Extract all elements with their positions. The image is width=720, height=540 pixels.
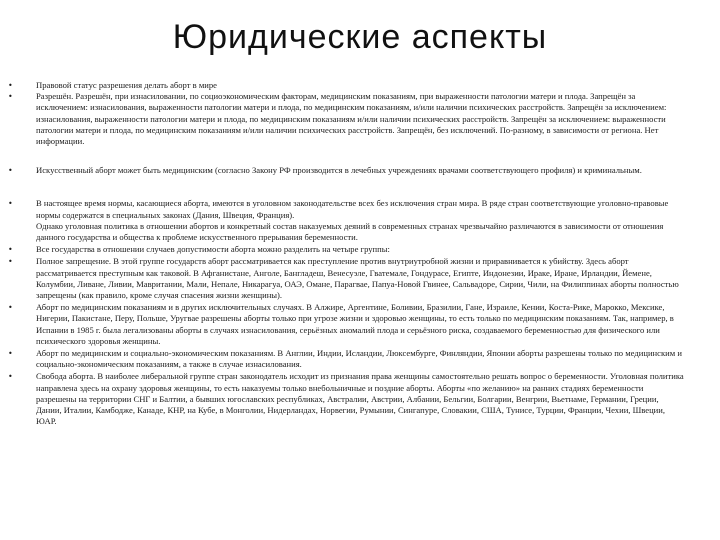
- list-item-abortion-types: [8, 165, 684, 176]
- list-item-status-heading: [8, 80, 684, 91]
- list-item-four-groups: [8, 244, 684, 255]
- paragraph-text: Все государства в отношении случаев допустимости аборта можно разделить на четыре группы:: [36, 244, 390, 255]
- bullet-icon: •: [8, 372, 13, 382]
- paragraph-text: Однако уголовная политика в отношении абортов и конкретный состав наказуемых деяний в современных странах чрезвычайно различаются в зависимости от отношения данного государства и общества к проблеме искусственного прерывания беременности.: [36, 220, 664, 243]
- paragraph-text: Аборт по медицинским показаниям и в других исключительных случаях. В Алжире, Аргентине, Боливии, Бразилии, Гане, Израиле, Кении, Коста-Рике, Марокко, Мексике, Нигерии, Пакистане, Перу, Польше, Уругвае разрешены аборты только при угрозе жизни и здоровью женщины, то есть только по медицинским показаниям. Так, например, в Испании в 1985 г. была легализованы аборты в случаях изнасилования, серьёзных аномалий плода и серьёзного риска, создаваемого беременностью для физического или психического здоровья женщины.: [36, 302, 674, 346]
- bullet-icon: •: [8, 257, 13, 267]
- paragraph-text: Искусственный аборт может быть медицинским (согласно Закону РФ производится в лечебных учреждениях врачами соответствующего профиля) и криминальным.: [36, 165, 642, 176]
- list-item-criminal-law: [8, 198, 684, 220]
- list-item-freedom: [8, 371, 684, 427]
- paragraph-text: Полное запрещение. В этой группе государств аборт рассматривается как преступление против внутриутробной жизни и приравнивается к убийству. Здесь аборт рассматривается преступным как таковой. В Афганистане, Анголе, Бангладеш, Венесуэле, Гватемале, Гондурасе, Египте, Индонезии, Ираке, Иране, Ирландии, Йемене, Колумбии, Ливане, Ливии, Мавритании, Мали, Непале, Никарагуа, ОАЭ, Омане, Парагвае, Папуа-Новой Гвинее, Сальвадоре, Сирии, Чили, на Филиппинах аборты полностью запрещены (как правило, кроме случая спасения жизни женщины).: [36, 256, 679, 301]
- paragraph-text: В настоящее время нормы, касающиеся аборта, имеются в уголовном законодательстве всех без исключения стран мира. В ряде стран соответствующие уголовно-правовые нормы содержатся в специальных законах (Дания, Швеция, Франция).: [36, 198, 669, 220]
- bullet-icon: •: [8, 199, 13, 209]
- slide-title: Юридические аспекты: [172, 18, 548, 56]
- bullet-icon: •: [8, 92, 13, 102]
- list-item-legend: [8, 91, 684, 147]
- paragraph-text: Правовой статус разрешения делать аборт в мире: [36, 80, 217, 90]
- list-item-socioeconomic-grounds: [8, 348, 684, 370]
- bullet-icon: •: [8, 81, 13, 90]
- list-item-medical-grounds: [8, 302, 684, 347]
- paragraph-criminal-policy: [8, 221, 684, 243]
- bullet-icon: •: [8, 349, 13, 359]
- bullet-icon: •: [8, 303, 13, 313]
- paragraph-text: Аборт по медицинским и социально-экономическим показаниям. В Англии, Индии, Исландии, Люксембурге, Финляндии, Японии аборты разрешены только по медицинским и социально-экономическим показаниям, а также в случае изнасилования.: [36, 348, 682, 370]
- slide-body: [8, 80, 684, 427]
- bullet-icon: •: [8, 166, 13, 176]
- list-item-full-ban: [8, 256, 684, 301]
- bullet-icon: •: [8, 245, 13, 255]
- paragraph-text: Разрешён. Разрешён, при изнасиловании, по социоэкономическим факторам, медицинским показаниям, при выраженности патологии матери и плода. Запрещён за исключением: изнасилования, выраженности патологии матери и плода, по медицинским показаниям, и/или наличии психических расстройств. Запрещён за исключением: изнасилования, выраженности патологии матери и плода, по медицинским показаниям и/или наличии психических расстройств. Запрещён за исключением: выраженности патологии матери и плода, по медицинским показаниям и/или наличии психических расстройств. Запрещён, без исключений. По-разному, в зависимости от региона. Нет информации.: [36, 91, 667, 147]
- paragraph-text: Свобода аборта. В наиболее либеральной группе стран законодатель исходит из признания права женщины самостоятельно решать вопрос о беременности. Уголовная политика направлена здесь на охрану здоровья женщины, то есть наказуемы только внебольничные и поздние аборты. Аборты «по желанию» на ранних стадиях беременности разрешены на территории СНГ и Балтии, а бывших югославских республиках, Австралии, Австрии, Албании, Бельгии, Болгарии, Венгрии, Вьетнаме, Германии, Греции, Дании, Италии, Камбодже, Канаде, КНР, на Кубе, в Монголии, Нидерландах, Норвегии, Румынии, Сингапуре, Словакии, США, Тунисе, Турции, Франции, Чехии, Швеции, ЮАР.: [36, 371, 684, 427]
